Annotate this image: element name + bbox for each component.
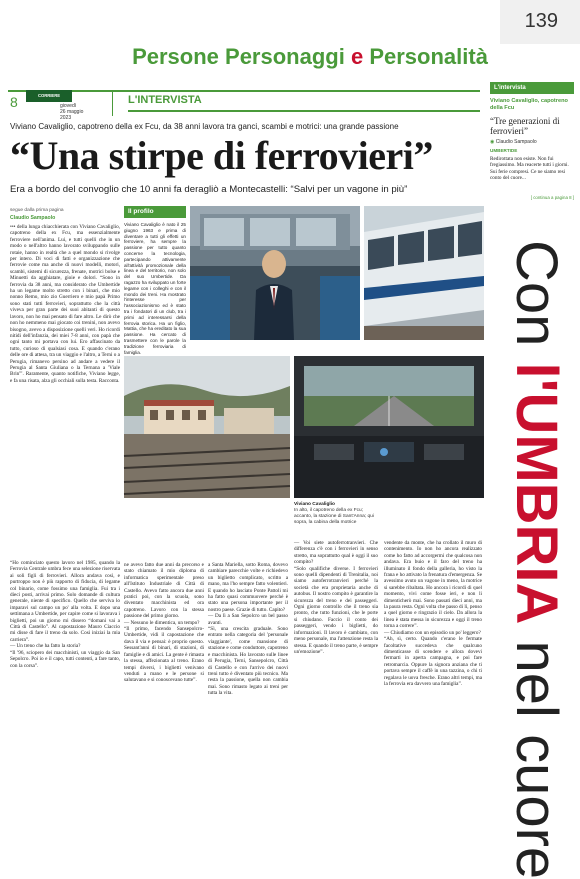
article-column-1: ••• della lunga chiacchierata con Viviano Cavaliglio, capotreno della ex Fcu, ma essenzialmente ferroviere nell'anima. Lui, e tutti quelli che in un modo o nell'altro hanno lavorato sviluppando sulle rotaie, hanno in realtà che a quel mondo si rivolge per intero. Di voci di fatti e organizzazione che ferrovie come ma anche di nuovi modelli, motori, scambi, sistemi di sicurezza, frenate, motrici bolse e Minuetti da agghiatare, gioie e dolori. “Sono in ferrovia da 38 anni, ma considerato che Umbertide ha un legame molto stretto con i binari, che mio nonno Remo, mio zio Guerriero e mio papà Primo sono stati tutti ferrovieri, soprattutto che la città viveva per gran parte dei suoi abitanti di questo lavoro, non ho mai pensato di fare altro. Le dirò che non ho nemmeno mai giocato coi trenini, non avevo bisogno, avevo a disposizione quelli veri. Ho ricordi nitidi dell'infanzia, dei miei 7-8 anni, con papà che ogni tanto mi portava con lui. Ero affascinato da tutto, curioso di qualsiasi cosa. E quando c'erano delle ore di attesa, tra un viaggio e l'altro, a Terni o a Perugia, rimanevo persino ad andare a vedere il Perugia al Santa Giuliana o la Ternana a 'Viale Brin'”. Raramente, quanto notifiche, Viviano legge, e fa una risata, alza gli occhiali sulla testa. Racconta. bbox=[10, 224, 120, 384]
sidebar-author-name: Claudio Sampaolo bbox=[495, 139, 537, 145]
masthead-rule-bottom bbox=[128, 110, 480, 112]
issue-date bbox=[60, 103, 83, 121]
photo-caption bbox=[294, 502, 378, 526]
section-header bbox=[120, 44, 500, 74]
photo-train-cab-illustration bbox=[294, 356, 484, 498]
page-number: 139 bbox=[524, 10, 558, 32]
sidebar-name-line: Viviano Cavaliglio, capotreno della Fcu bbox=[490, 98, 568, 111]
masthead-rule-top bbox=[8, 90, 480, 92]
issue-number: 8 bbox=[10, 94, 18, 110]
slogan-vertical bbox=[498, 240, 574, 879]
sidebar-author-icon: ◉ bbox=[490, 139, 495, 145]
article-column-4: a Santa Mariella, sotto Roma, dovevo cambiare parecchie volte e richiedevo un biglietto complicato, scritto a mano, ma l'ho sempre fatto volentieri. E quando ho lasciato Ponte Pattoli mi ha fatto quasi commuovere perché è stato una persona importante per il nostro paese. Grazie di tutto. Capito? — Da lì a San Sepolcro un bel passo avanti. “Sì, una crescita graduale. Sono entrato nella categoria del 'personale viaggiante', come mansione di stazione e come conduttore, capotreno e macchinista. Ho lavorato sulle linee di Perugia, Terni, Sansepolcro, Città di Castello e con l'arrivo dei nuovi treni tutto è diventato più tecnico. Ma resta la passione, quella non cambia mai. Sono rimasto legato ai treni per tutta la vita. bbox=[208, 562, 288, 697]
masthead-divider bbox=[112, 92, 113, 116]
section-word-2: Personaggi bbox=[225, 44, 345, 69]
section-word-1: Persone bbox=[132, 44, 219, 69]
slogan-umbria: l'UMBRIA bbox=[504, 362, 569, 625]
sidebar-label: UMBERTIDE bbox=[490, 148, 518, 153]
profile-box-text: Viviano Cavaliglio è nato il 25 giugno 1963 e prima di diventare a tutti gli effetti un ferroviere, ha sempre la passione per tutto quanto concerne la tecnologia, partecipando attivamente all'attività promozionale della linea e del territorio, non solo del suo Umbertide. Da ragazzo ha sviluppato un forte legame con i colleghi e con il mondo dei treni. Ha mostrato l'interesse per l'associazionismo ed è stato tra i fondatori di un club, tra i primi ad interessarsi della ferrovia storica. Ha un figlio, Mattia, che ha ereditato la sua passione. Ha cercato di trasmettere con le parole la tradizione ferroviaria di famiglia. bbox=[124, 222, 186, 355]
article-column-3: ne avevo fatto due anni da precorso e stato chiamato il mio diploma di informatica sperimentale preso all'Istituto Industriale di Città di Castello. Avevo fatto ancora due anni pratici poi, con la scuola, sono diventato macchinista ed ora capotreno. Lavoro con la stessa passione del primo giorno. — Nessuno le dimentica, un tempo? “Il primo, facendo Sansepolcro-Umbertide, vidi il capostazione che dava il via e pensai: è proprio questo. Sessant'anni di binari, di stazioni, di famiglie e di amici. La gente è rimasta la stessa, affezionata al treno. Erano tempi diversi, i biglietti venivano venduti a mano e le persone si salutavano e si conoscevano tutte”. bbox=[124, 562, 204, 684]
section-word-3: e bbox=[350, 44, 364, 69]
page-number-box bbox=[500, 0, 580, 44]
sidebar-quote: “Tre generazioni di ferrovieri” bbox=[490, 116, 560, 136]
article-kicker: Viviano Cavaliglio, capotreno della ex Fcu, da 38 anni lavora tra ganci, scambi e motrici: una grande passione bbox=[10, 122, 399, 131]
rubric-label: L'INTERVISTA bbox=[128, 94, 202, 106]
photo-train-car-illustration bbox=[364, 206, 484, 340]
slogan-cuore: cuore bbox=[504, 734, 569, 879]
slogan-con: Con bbox=[504, 240, 569, 347]
article-column-5: — Voi siete autoferrotranvieri. Che differenza c'è con i ferrovieri in senso stretto, ma soprattutto qual è oggi il suo compito? “Solo qualifiche diverse. I ferrovieri sono quelli dipendenti di Trenitalia, noi siamo autoferrotranvieri perché la società che era proprietaria anche di autobus. Il nostro compito è garantire la sicurezza del treno e dei passeggeri. Ogni giorno controllo che il treno sia pronto, che tutto funzioni, che le porte si chiudano. Faccio il conto dei passeggeri, vendo i biglietti, do informazioni. Il lavoro è cambiato, con meno personale, ma l'attenzione resta la stessa. E quando il treno parte, è sempre un'emozione”. bbox=[294, 540, 378, 655]
sidebar-rubric: L'intervista bbox=[490, 82, 574, 94]
byline-author: Claudio Sampaolo bbox=[10, 215, 56, 221]
section-word-4: Personalità bbox=[369, 44, 488, 69]
photo-train-car bbox=[364, 206, 484, 340]
slogan-text bbox=[498, 240, 574, 879]
issue-year: 2023 bbox=[60, 115, 72, 121]
issue-day: giovedì bbox=[60, 103, 77, 109]
byline-prefix: segue dalla prima pagina bbox=[10, 208, 64, 213]
photo-train-cab bbox=[294, 356, 484, 498]
article-headline: “Una stirpe di ferrovieri” bbox=[10, 133, 433, 178]
profile-box-title: Il profilo bbox=[124, 206, 186, 218]
issue-date-day: 26 maggio bbox=[60, 109, 84, 115]
article-subheadline: Era a bordo del convoglio che 10 anni fa deragliò a Montecastelli: “Salvi per un vagone in più” bbox=[10, 184, 408, 195]
sidebar-continue: [ continua a pagina 8 ] bbox=[530, 195, 574, 200]
photo-station-illustration bbox=[124, 356, 290, 498]
photo-man-in-train bbox=[190, 206, 360, 340]
sidebar-teaser: Redirottata non esiste. Non fui fregiassimo. Ma reacerte tutti i giorni. Sui ferie compresi. Ce ne siamo resi conto del cuore... bbox=[490, 156, 569, 182]
article-column-2: “Ho cominciato questo lavoro nel 1985, quando la Ferrovia Centrale umbra fece una selezione riservata ai soli figli di ferrovieri. Allora andava così, e purtroppo non è più rapporto di fiducia, di legame col binario, come fossimo una famiglia. Fui tra i dieci posti, arrivai primo. Solo domande di cultura generale, niente di specifico. Quello che serviva lo imparavi sul campo un po' alla volta. E dopo una settimana a Umbertide, per capire come si lavorava i biglietti, poi un giorno mi dissero “domani vai a Città di Castello”. Al capostazione Mauro Ciaccio mi disse di fare il treno da solo. Così iniziai la mia carriera”. — Un treno che ha fatto la storia? “Il '96, sciopero dei macchinisti, un viaggio da San Sepolcro. Poi io e il capo, tutti contenti, a fare tanto, con la corsa”. bbox=[10, 560, 120, 669]
photo-caption-name: Viviano Cavaliglio bbox=[294, 502, 335, 507]
newspaper-logo: CORRIERE DELL'UMBRIA bbox=[26, 90, 72, 102]
photo-man-in-train-illustration bbox=[190, 206, 360, 340]
article-column-6: vendente da monte, che ha crollato il muro di contenimento. Io non ho ancora realizzato come ho fatto ad accorgermi che qualcosa non andava. Era buio e il faro del treno ha illuminato il fondo della galleria, ho visto la frana e ho attivato la frenatura d'emergenza. Se avessimo avuto un vagone in meno, la motrice si sarebbe ribaltata. Ho ancora i ricordi di quel momento, vivi come fosse ieri, e non li dimenticherò mai. Sono passati dieci anni, ma la paura resta. Ogni volta che passo di lì, penso a quel giorno e ringrazio il cielo. Da allora la linea è stata messa in sicurezza e oggi il treno torna a correre”. — Chiudiamo con un episodio un po' leggero? “Ah, sì, certo. Quando c'erano le fermate facoltative succedeva che qualcuno dimenticasse di scendere e allora dovevi fermarti in aperta campagna, e poi fare retromarcia. Oppure la signora anziana che ti portava sempre il caffè in una tazzina, o chi ti regalava le uova fresche. Erano altri tempi, ma la ferrovia era davvero una famiglia”. bbox=[384, 540, 482, 687]
photo-caption-text: In alto, il capotreno della ex Fcu; accanto, la stazione di Sant'Anna; qui sopra, la cabina della motrice bbox=[294, 508, 374, 525]
sidebar-author bbox=[490, 139, 574, 145]
photo-station bbox=[124, 356, 290, 498]
slogan-nel: nel bbox=[504, 640, 569, 718]
page-header-bar bbox=[0, 0, 580, 44]
